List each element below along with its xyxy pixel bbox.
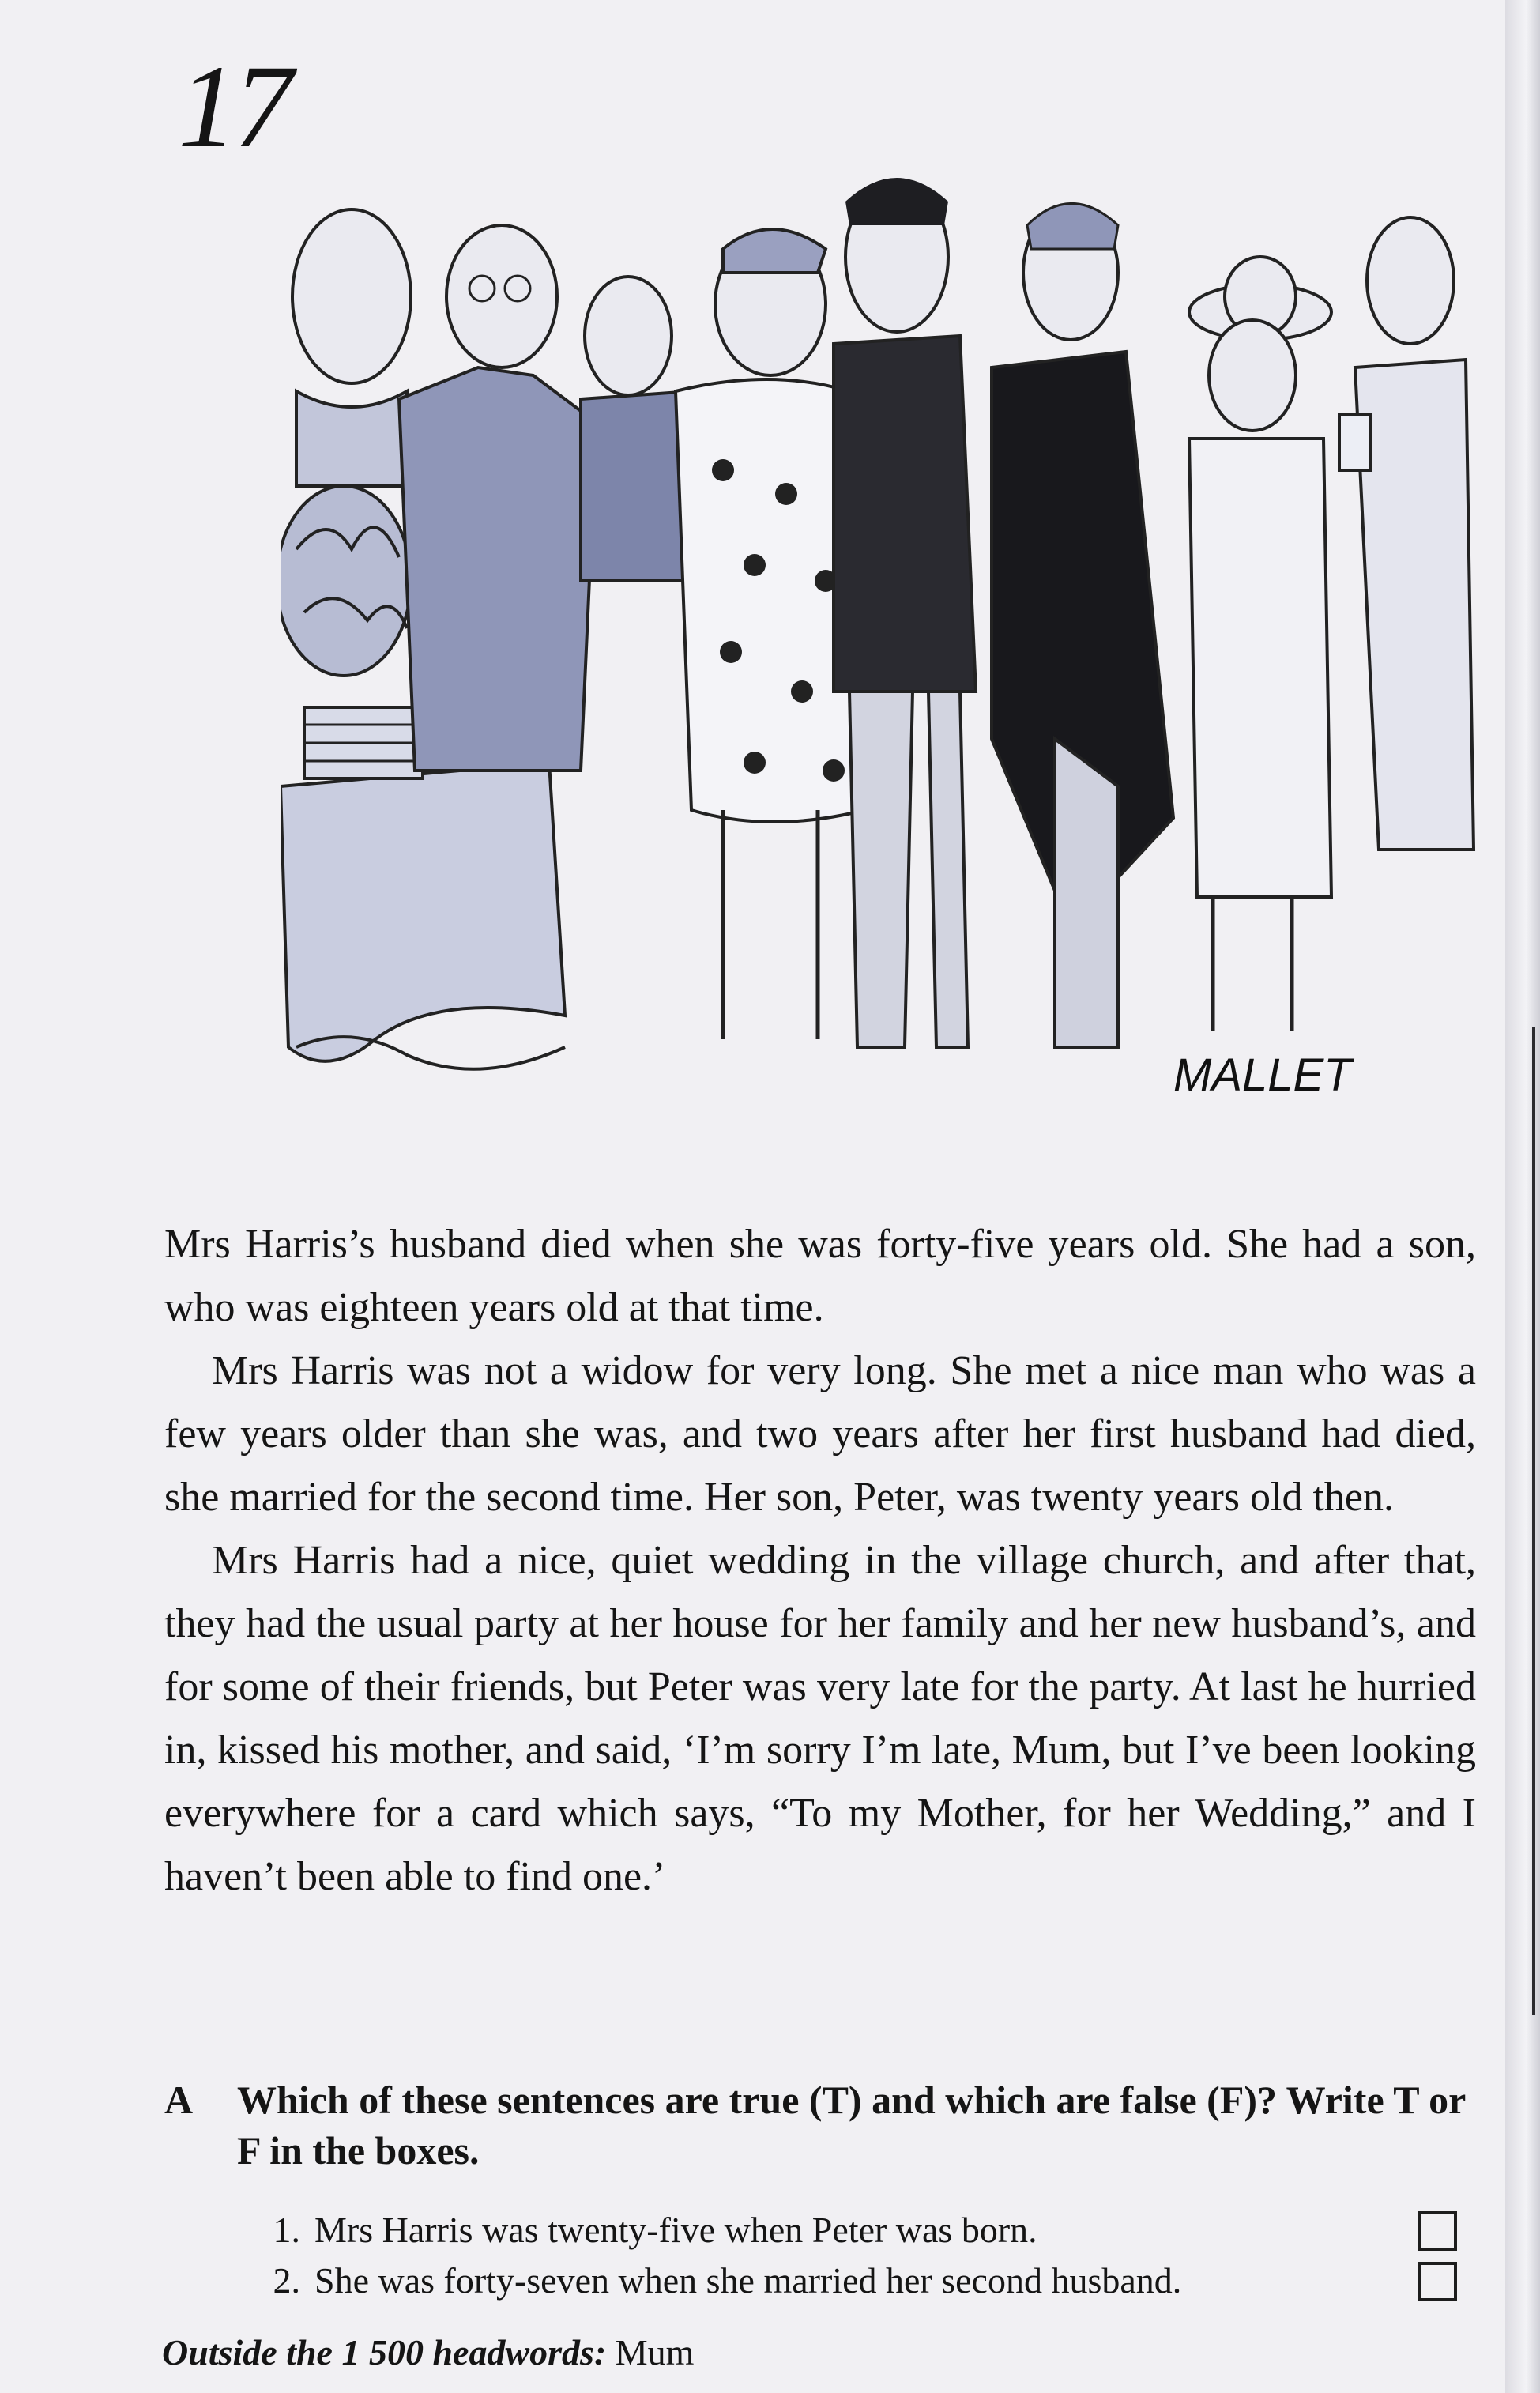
artist-signature: MALLET (1173, 1050, 1352, 1101)
cartoon-drawing (281, 138, 1482, 1126)
woman-with-hat-figure (1189, 257, 1331, 1031)
groom-figure (834, 178, 976, 1047)
edge-line (1532, 1027, 1535, 2015)
tablecloth (281, 763, 565, 1061)
flower-arrangement (281, 486, 411, 676)
question-number: 2. (273, 2260, 300, 2301)
answer-box[interactable] (1418, 2262, 1457, 2301)
true-false-questions (261, 2205, 1478, 2306)
son-peter-figure (992, 204, 1173, 1048)
question-row (261, 2205, 1478, 2255)
footnote-words: Mum (615, 2332, 695, 2372)
story-paragraph-3: Mrs Harris had a nice, quiet wedding in the village church, and after that, they had the usual party at her house for her family and her new husband’s, and for some of their friends, but Peter was very late for the party. At last he hurried in, kissed his mother, and said, ‘I’m sorry I’m late, Mum, but I’ve been looking everywhere for a card which says, “To my Mother, for her Wedding,” and I haven’t been able to find one.’ (164, 1538, 1476, 1899)
stacked-plates (304, 707, 423, 778)
exercise-section (164, 2075, 1476, 2176)
exercise-letter: A (164, 2078, 194, 2122)
blonde-woman-figure (292, 209, 411, 486)
page-number: 17 (178, 41, 290, 172)
footnote (162, 2327, 694, 2378)
story-paragraph-1: Mrs Harris’s husband died when she was forty-five years old. She had a son, who was eighteen years old at that time. (164, 1222, 1476, 1330)
page-edge (1505, 0, 1540, 2393)
exercise-instruction: Which of these sentences are true (T) and which are false (F)? Write T or F in the boxes. (237, 2078, 1466, 2173)
man-right-figure (1339, 217, 1474, 850)
question-row (261, 2255, 1478, 2306)
question-number: 1. (273, 2210, 300, 2250)
bald-man-figure (581, 277, 691, 581)
footnote-label: Outside the 1 500 headwords: (162, 2332, 607, 2372)
story-text (164, 1213, 1476, 1909)
story-paragraph-2: Mrs Harris was not a widow for very long. She met a nice man who was a few years older than she was, and two years after her first husband had died, she married for the second time. Her son, Peter, was twenty years old then. (164, 1348, 1476, 1520)
man-with-glasses-figure (399, 225, 597, 771)
wedding-party-illustration (281, 138, 1482, 1126)
question-text: Mrs Harris was twenty-five when Peter was born. (314, 2210, 1037, 2250)
answer-box[interactable] (1418, 2211, 1457, 2251)
question-text: She was forty-seven when she married her second husband. (314, 2260, 1182, 2301)
